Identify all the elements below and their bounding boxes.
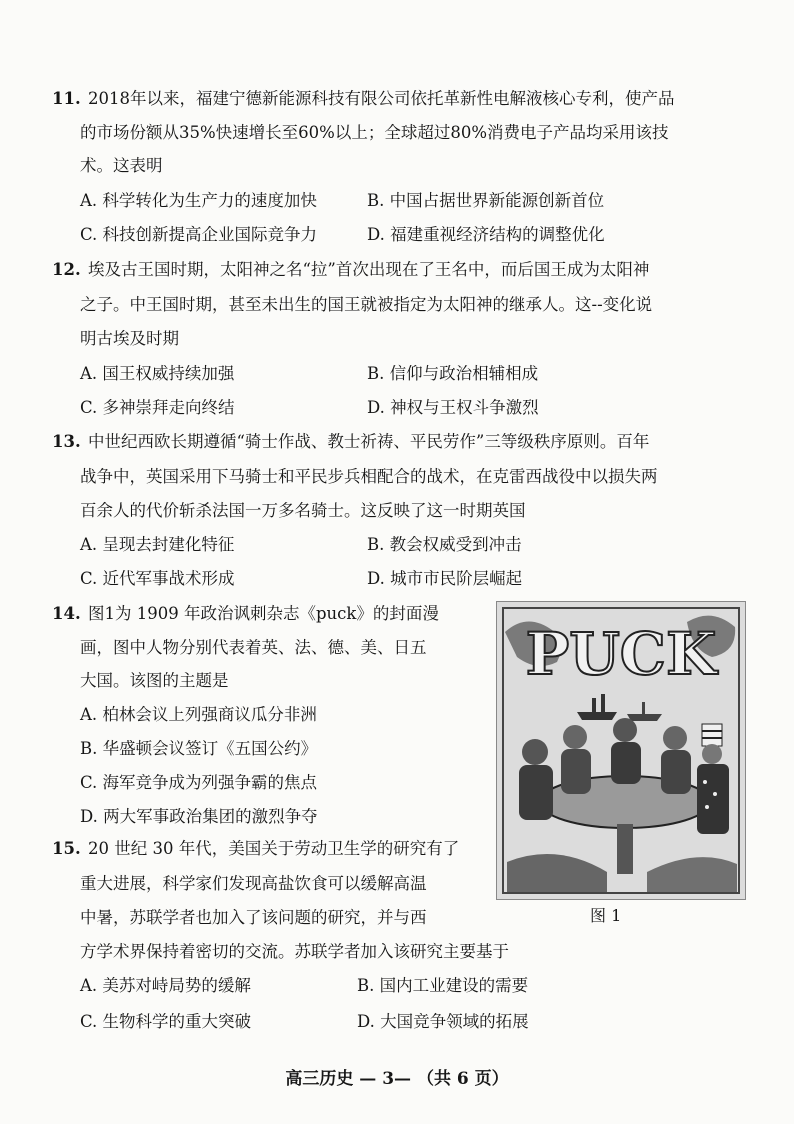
option-d: D. 城市市民阶层崛起 [367, 569, 523, 588]
option-c: C. 海军竞争成为列强争霸的焦点 [80, 773, 318, 792]
question-stem-line: 的市场份额从35%快速增长至60%以上；全球超过80%消费电子产品均采用该技 [80, 123, 669, 142]
figure-caption: 图 1 [590, 906, 622, 925]
question-stem-line: 中暑，苏联学者也加入了该问题的研究，并与西 [80, 908, 427, 927]
question-stem-line: 中世纪西欧长期遵循“骑士作战、教士祈祷、平民劳作”三等级秩序原则。百年 [88, 432, 650, 451]
cartoon-illustration [497, 602, 745, 899]
option-a: A. 柏林会议上列强商议瓜分非洲 [80, 705, 317, 724]
option-b: B. 华盛顿会议签订《五国公约》 [80, 739, 318, 758]
figure-1-puck-cover [496, 601, 746, 900]
option-a: A. 国王权威持续加强 [80, 364, 235, 383]
question-stem-line: 2018年以来，福建宁德新能源科技有限公司依托革新性电解液核心专利，使产品 [88, 89, 675, 108]
question-stem-line: 大国。该图的主题是 [80, 671, 229, 690]
option-b: B. 信仰与政治相辅相成 [367, 364, 539, 383]
question-number: 13. [52, 432, 81, 451]
question-stem-line: 百余人的代价斩杀法国一万多名骑士。这反映了这一时期英国 [80, 501, 526, 520]
option-c: C. 科技创新提高企业国际竞争力 [80, 225, 318, 244]
option-b: B. 教会权威受到冲击 [367, 535, 522, 554]
option-c: C. 近代军事战术形成 [80, 569, 235, 588]
question-stem-line: 战争中，英国采用下马骑士和平民步兵相配合的战术，在克雷西战役中以损失两 [80, 467, 658, 486]
question-stem-line: 方学术界保持着密切的交流。苏联学者加入该研究主要基于 [80, 942, 509, 961]
option-a: A. 美苏对峙局势的缓解 [80, 976, 251, 995]
question-stem-line: 20 世纪 30 年代，美国关于劳动卫生学的研究有了 [88, 839, 460, 858]
option-d: D. 神权与王权斗争激烈 [367, 398, 539, 417]
option-b: B. 中国占据世界新能源创新首位 [367, 191, 605, 210]
option-a: A. 科学转化为生产力的速度加快 [80, 191, 317, 210]
question-number: 15. [52, 839, 81, 858]
option-a: A. 呈现去封建化特征 [80, 535, 235, 554]
option-d: D. 两大军事政治集团的激烈争夺 [80, 807, 318, 826]
option-d: D. 福建重视经济结构的调整优化 [367, 225, 605, 244]
option-c: C. 生物科学的重大突破 [80, 1012, 252, 1031]
question-stem-line: 埃及古王国时期，太阳神之名“拉”首次出现在了王名中，而后国王成为太阳神 [88, 260, 650, 279]
figure-title: PUCK [525, 620, 717, 688]
question-stem-line: 画，图中人物分别代表着英、法、德、美、日五 [80, 638, 427, 657]
option-d: D. 大国竞争领域的拓展 [357, 1012, 529, 1031]
question-number: 14. [52, 604, 81, 623]
question-stem-line: 重大进展，科学家们发现高盐饮食可以缓解高温 [80, 874, 427, 893]
question-number: 12. [52, 260, 81, 279]
question-stem-line: 术。这表明 [80, 156, 163, 175]
question-stem-line: 明古埃及时期 [80, 329, 179, 348]
page-footer: 高三历史 — 3— （共 6 页） [285, 1069, 509, 1089]
option-b: B. 国内工业建设的需要 [357, 976, 529, 995]
question-number: 11. [52, 89, 81, 108]
option-c: C. 多神崇拜走向终结 [80, 398, 235, 417]
question-stem-line: 之子。中王国时期，甚至未出生的国王就被指定为太阳神的继承人。这--变化说 [80, 295, 653, 314]
question-stem-line: 图1为 1909 年政治讽刺杂志《puck》的封面漫 [88, 604, 439, 623]
